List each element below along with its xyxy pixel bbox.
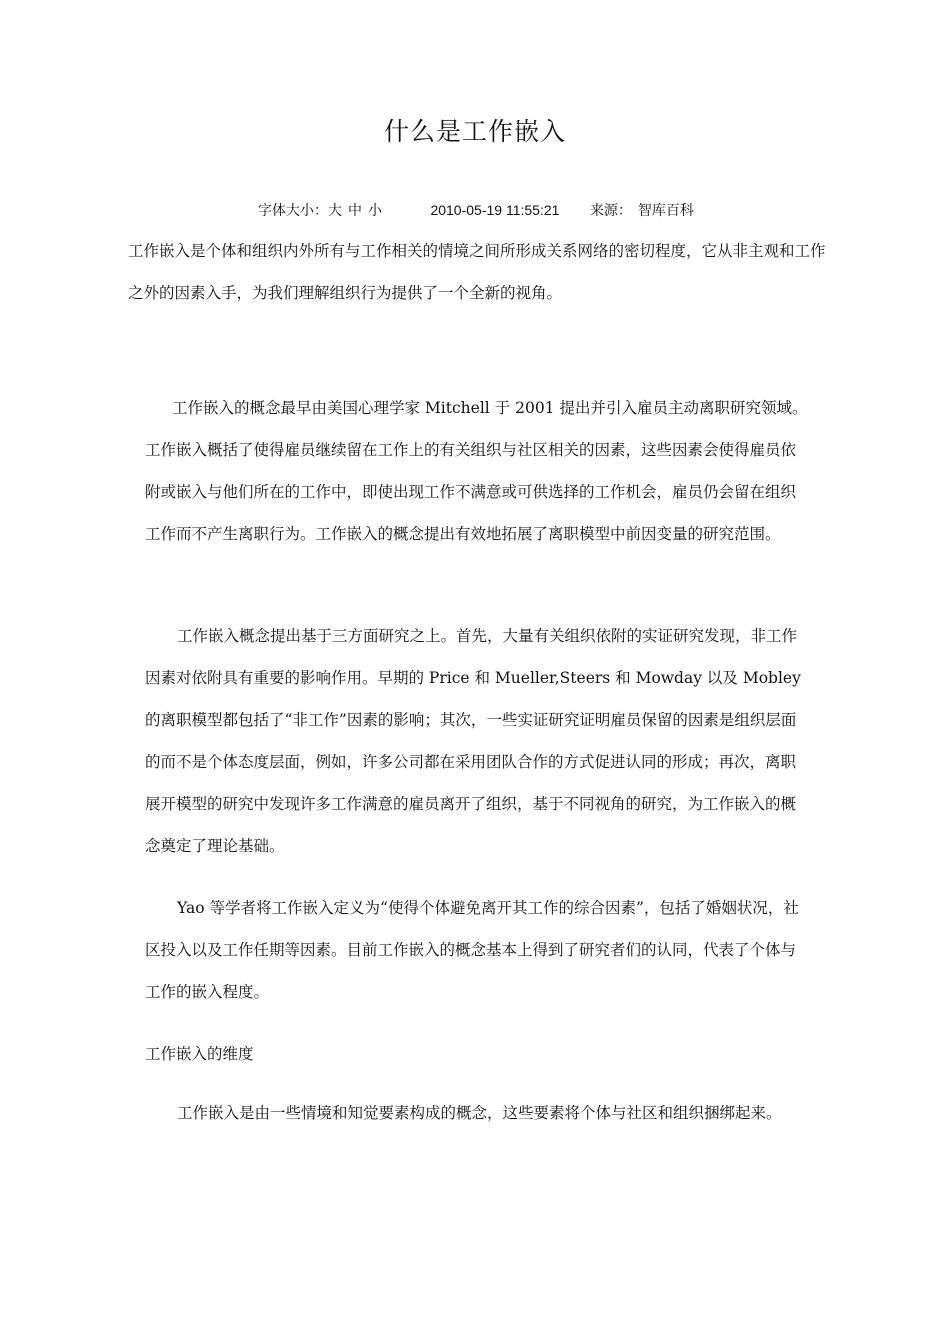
font-size-large-link[interactable]: 大 [328, 203, 342, 219]
publish-datetime: 2010-05-19 11:55:21 [430, 202, 560, 218]
intro-paragraph: 工作嵌入是个体和组织内外所有与工作相关的情境之间所形成关系网络的密切程度，它从非主观和工作之外的因素入手，为我们理解组织行为提供了一个全新的视角。 [128, 242, 826, 302]
font-size-label: 字体大小： [258, 203, 328, 219]
font-size-small-link[interactable]: 小 [368, 203, 382, 219]
section-paragraph: 工作嵌入是由一些情境和知觉要素构成的概念，这些要素将个体与社区和组织捆绑起来。 [177, 1104, 782, 1122]
page-title: 什么是工作嵌入 [383, 117, 566, 146]
font-size-medium-link[interactable]: 中 [348, 203, 362, 219]
body-paragraph-1: 工作嵌入的概念最早由美国心理学家 Mitchell 于 2001 提出并引入雇员主动离职研究领域。工作嵌入概括了使得雇员继续留在工作上的有关组织与社区相关的因素，这些因素会使得雇员依附或嵌入与他们所在的工作中，即使出现工作不满意或可供选择的工作机会，雇员仍会留在组织工作而不产生离职行为。工作嵌入的概念提出有效地拓展了离职模型中前因变量的研究范围。 [145, 399, 808, 543]
body-paragraph-3: Yao 等学者将工作嵌入定义为“使得个体避免离开其工作的综合因素”，包括了婚姻状况，社区投入以及工作任期等因素。目前工作嵌入的概念基本上得到了研究者们的认同，代表了个体与工作的嵌入程度。 [145, 899, 799, 1001]
source-value[interactable]: 智库百科 [637, 203, 694, 219]
article-meta [258, 200, 694, 220]
section-heading: 工作嵌入的维度 [145, 1045, 254, 1063]
body-paragraph-2: 工作嵌入概念提出基于三方面研究之上。首先，大量有关组织依附的实证研究发现，非工作因素对依附具有重要的影响作用。早期的 Price 和 Mueller,Steers 和 Mowday 以及 Mobley 的离职模型都包括了“非工作”因素的影响；其次，一些实证研究证明雇员保留的因素是组织层面的而不是个体态度层面，例如，许多公司都在采用团队合作的方式促进认同的形成；再次，离职展开模型的研究中发现许多工作满意的雇员离开了组织，基于不同视角的研究，为工作嵌入的概念奠定了理论基础。 [145, 627, 801, 855]
source-label: 来源： [589, 203, 632, 219]
